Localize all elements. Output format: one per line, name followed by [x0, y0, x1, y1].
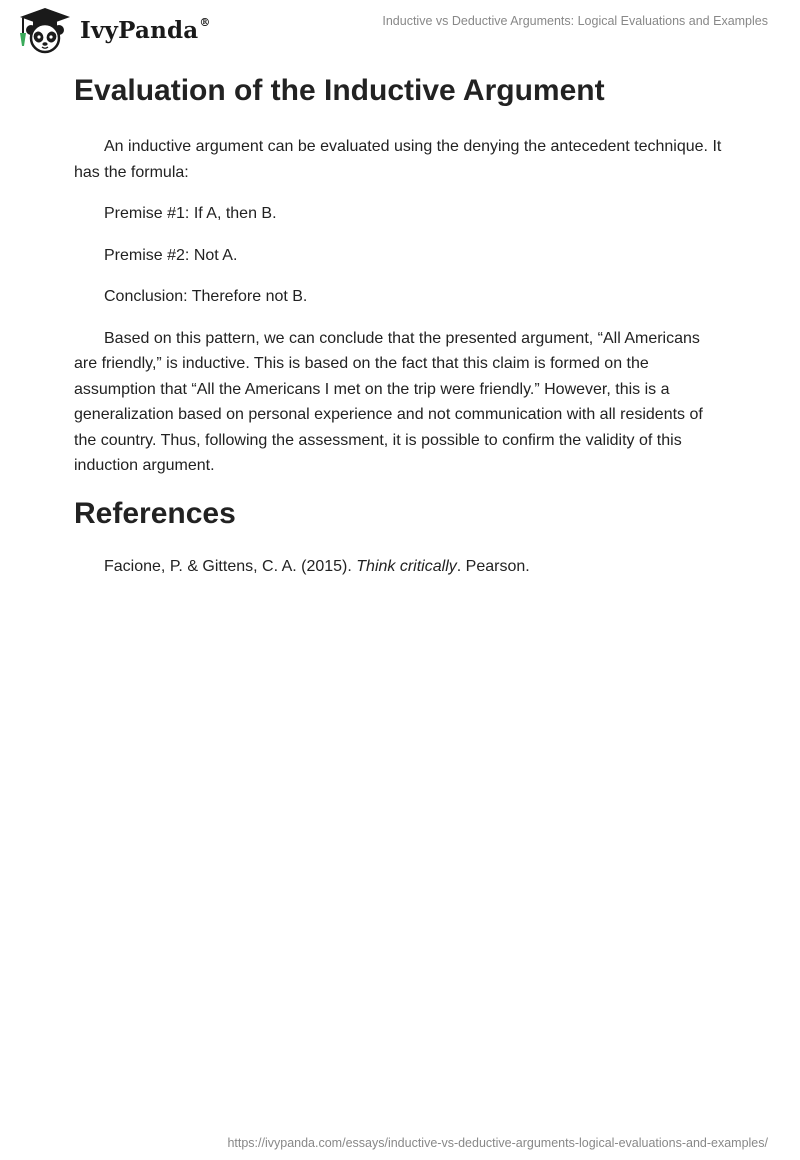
section-heading-references: References — [74, 496, 236, 530]
paragraph-premise-2: Premise #2: Not A. — [104, 246, 238, 264]
paragraph-intro: An inductive argument can be evaluated using the denying the antecedent technique. It has the formula: — [74, 138, 722, 181]
reference-authors: Facione, P. & Gittens, C. A. (2015). — [104, 557, 357, 575]
document-title: Inductive vs Deductive Arguments: Logical Evaluations and Examples — [382, 14, 768, 28]
reference-publisher: . Pearson. — [456, 557, 530, 575]
panda-graduate-icon — [16, 6, 74, 54]
section-heading-evaluation: Evaluation of the Inductive Argument — [74, 74, 605, 107]
paragraph-conclusion: Conclusion: Therefore not B. — [104, 288, 308, 305]
source-url[interactable]: https://ivypanda.com/essays/inductive-vs-deductive-arguments-logical-evaluations-and-examples/ — [227, 1136, 768, 1150]
paragraph-analysis: Based on this pattern, we can conclude that the presented argument, “All Americans are friendly,” is inductive. This is based on the fact that this claim is formed on the assumption that “All the Americans I met on the trip were friendly.” However, this is a generalization based on personal experience and not communication with all residents of the country. Thus, following the assessment, it is possible to confirm the validity of this induction argument. — [74, 329, 703, 474]
paragraph-premise-1: Premise #1: If A, then B. — [104, 205, 277, 222]
essay-content — [74, 72, 726, 579]
reference-title: Think critically — [356, 557, 457, 575]
logo-text: IvyPanda® — [80, 15, 211, 44]
reference-entry — [74, 554, 726, 580]
page-header — [0, 0, 800, 60]
ivypanda-logo[interactable] — [16, 6, 211, 54]
